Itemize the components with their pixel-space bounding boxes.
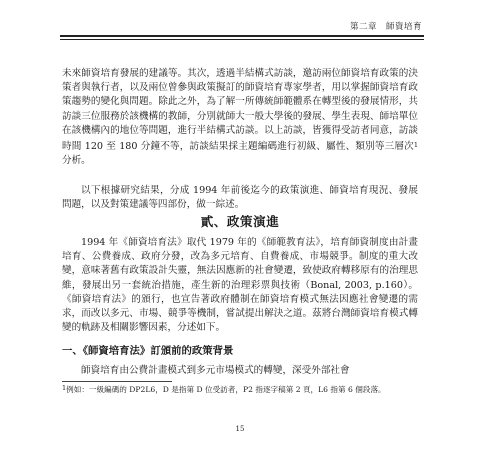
running-header: 第二章 師資培育 <box>349 22 422 32</box>
footnote-mark: 1 <box>62 384 67 392</box>
section-heading: 貳、政策演進 <box>200 214 280 229</box>
paragraph-3: 1994 年《師資培育法》取代 1979 年的《師範教育法》，培育師資制度由計畫培育、公費養成、政府分發，改為多元培育、自費養成、市場競爭。制度的重大改變，意味著舊有政策設計失靈，無法因應新的社會變遷，致使政府轉移原有的治理思維，發展出另一套統治措施，產生新的治理彩票與技術（Bonal, 2003, p.160）。《師資培育法》的頒行，也宣告著政府體制在師資培育模式無法因應社會變遷的需求，而改以多元、市場、競爭等機制，嘗試提出解決之道。茲將台灣師資培育模式轉變的軌跡及相關影響因素，分述如下。 <box>62 237 418 334</box>
footnote-text: 例如：一級編碼的 DP2L6，D 是指第 D 位受訪者，P2 指逐字稿第 2 頁，L6 指第 6 個段落。 <box>66 385 386 394</box>
paragraph-4: 師資培育由公費計畫模式到多元市場模式的轉變，深受外部社會 <box>81 365 350 376</box>
paragraph-1-text: 未來師資培育發展的建議等。其次，透過半結構式訪談，邀訪兩位師資培育政策的決策者與執行者，以及兩位曾參與政策擬訂的師資培育專家學者，用以掌握師資培育政策趨勢的變化與問題。除此之外，為了解一所傳統師範體系在轉型後的發展情形，共訪談三位服務於該機構的教師，分別就師大一般大學後的發展、學生表現、師培單位在該機構內的地位等問題，進行半結構式訪談。以上訪談，皆獲得受訪者同意，訪談時間 120 至 180 分鐘不等，訪談結果採主題編碼進行初級、屬性、類別等三層次 <box>62 68 418 153</box>
footnote-reference[interactable]: 1 <box>413 141 418 150</box>
paragraph-2: 以下根據研究結果，分成 1994 年前後迄今的政策演進、師資培育現況、發展問題，以及對策建議等四部份，做一綜述。 <box>62 185 418 211</box>
subsection-heading: 一、《師資培育法》訂頒前的政策背景 <box>62 345 234 357</box>
footnote <box>62 383 418 395</box>
paragraph-1-tail: 分析。 <box>62 155 91 167</box>
header-rule <box>60 35 424 40</box>
paragraph-1 <box>62 67 418 168</box>
footnote-divider <box>62 381 172 382</box>
page-number: 15 <box>235 425 245 433</box>
